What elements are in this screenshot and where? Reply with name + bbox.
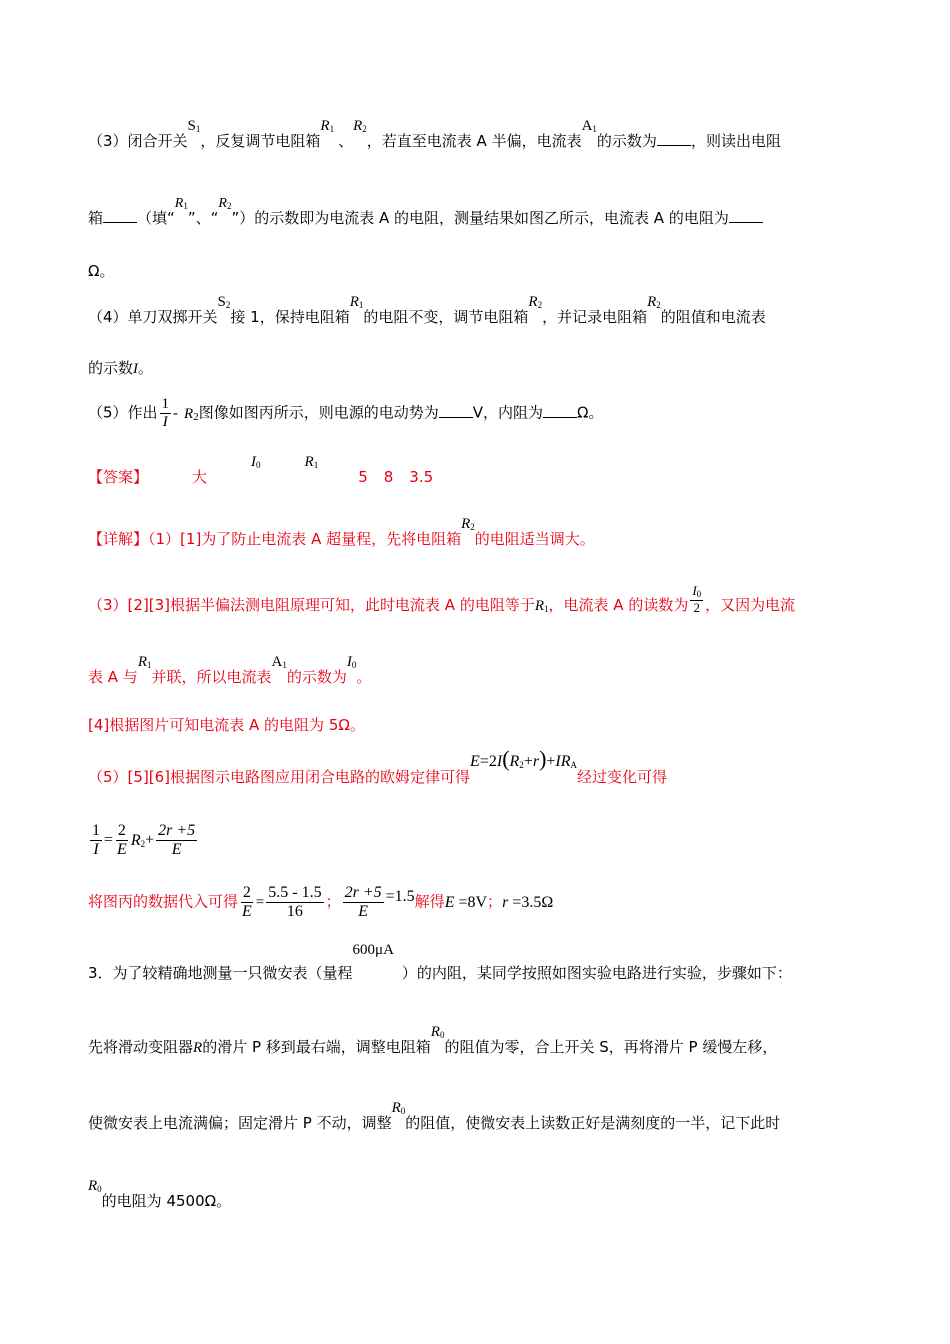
ammeter-a1: $A_1$ (271, 654, 287, 670)
answer-blank (439, 405, 473, 418)
detail-line2: （3）[2][3]根据半偏法测电阻原理可知，此时电流表 A 的电阻等于$R_1$，电流表 A 的读数为 $\frac{I_0}{2}$ ，又因为电流 (88, 583, 796, 615)
answer-blank (103, 210, 137, 223)
detail-line6: 将图丙的数据代入可得 $\frac{2}{E}$ = $\frac{5.5 - 1.5}{16}$ ； $\frac{2r +5}{E}$ =1.5解得E =8V；r =3.5Ω (88, 884, 554, 920)
switch-s1: $S_1$ (187, 118, 201, 134)
switch-s2: $S_2$ (217, 294, 231, 310)
resistor-r2: $R_2$ (353, 118, 367, 134)
answer-2: $I_0$ (251, 454, 261, 470)
fraction-2r5-over-e: $\frac{2r +5}{E}$ (158, 822, 196, 858)
detail-label: 【详解】 (88, 530, 149, 548)
resistor-r1: $R_1$ (349, 294, 364, 310)
resistor-r2: $R_2$ (528, 294, 543, 310)
detail-line5: （5）[5][6]根据图示电路图应用闭合电路的欧姆定律可得$E=2I(R_2+r)+IR_A$经过变化可得 (88, 746, 668, 786)
fraction-intercept: $\frac{2r +5}{E}$ (344, 884, 382, 920)
answer-blank (543, 405, 577, 418)
resistor-r1: $R_1$ (534, 598, 549, 615)
fraction-2-over-e: $\frac{2}{E}$ (117, 822, 127, 858)
resistor-r2: $R_2$ (461, 516, 475, 532)
answer-3: $R_1$ (304, 454, 319, 470)
step3-line1: （3）闭合开关$S_1$，反复调节电阻箱$R_1$、$R_2$，若直至电流表 A 半偏，电流表$A_1$的示数为 ，则读出电阻 (88, 118, 781, 150)
q3-line3: 使微安表上电流满偏；固定滑片 P 不动，调整$R_0$的阻值，使微安表上读数正好是满刻度的一半，记下此时 (88, 1100, 781, 1132)
detail-line1: 【详解】（1）[1]为了防止电流表 A 超量程，先将电阻箱$R_2$的电阻适当调大。 (88, 516, 595, 548)
resistor-r1: $R_1$ (174, 196, 188, 211)
q3-line1: 3．为了较精确地测量一只微安表（量程600μA）的内阻，某同学按照如图实验电路进行实验，步骤如下： (88, 942, 792, 982)
answer-line (88, 454, 434, 487)
step4-line2: 的示数I。 (88, 359, 154, 377)
answer-1: 大 (192, 468, 208, 486)
resistor-r2: R2 (184, 405, 199, 423)
fraction-slope: $\frac{2}{E}$ (242, 884, 252, 920)
q3-line4: $R_0$的电阻为 4500Ω。 (88, 1178, 232, 1210)
step3-line2: 箱 （填“$R_1$”、“$R_2$”）的示数即为电流表 A 的电阻，测量结果如图乙所示，电流表 A 的电阻为 (88, 207, 763, 228)
resistor-r1: $R_1$ (320, 118, 335, 134)
fraction-1-over-i: $\frac{1}{I}$ (161, 396, 170, 430)
answer-label: 【答案】 (88, 468, 149, 486)
detail-line3: 表 A 与$R_1$并联，所以电流表$A_1$的示数为$I_0$。 (88, 654, 372, 686)
current-i0: $I_0$ (346, 654, 357, 670)
step4-line1: （4）单刀双掷开关$S_2$接 1，保持电阻箱$R_1$的电阻不变，调节电阻箱$R_2$，并记录电阻箱$R_2$的阻值和电流表 (88, 294, 766, 326)
ammeter-a1: $A_1$ (581, 118, 597, 134)
equation-transformed: $\frac{1}{I}$ = $\frac{2}{E}$ $R_2+$ $\frac{2r +5}{E}$ (92, 822, 196, 858)
result-e: E =8V (444, 893, 488, 911)
current-i: I (133, 361, 139, 377)
fraction-1-over-i: $\frac{1}{I}$ (92, 822, 100, 858)
answer-5: 8 (383, 468, 394, 486)
resistor-r2: $R_2$ (218, 196, 232, 211)
range-value: 600μA (352, 942, 394, 958)
equation-ohm-law: $E=2I(R_2+r)+IR_A$ (470, 746, 578, 771)
answer-blank (729, 210, 763, 223)
answer-6: 3.5 (409, 468, 434, 486)
resistor-r0: $R_0$ (391, 1100, 406, 1116)
result-r: r =3.5Ω (502, 893, 554, 911)
step3-line3: Ω。 (88, 262, 115, 280)
resistor-r0: $R_0$ (88, 1178, 102, 1194)
q3-line2: 先将滑动变阻器R的滑片 P 移到最右端，调整电阻箱$R_0$的阻值为零，合上开关 S，再将滑片 P 缓慢左移， (88, 1024, 778, 1056)
step5-line: （5）作出 $\frac{1}{I}$ - R2图像如图丙所示，则电源的电动势为 V，内阻为 Ω。 (88, 396, 604, 430)
answer-4: 5 (358, 468, 368, 486)
answer-blank (657, 133, 691, 146)
resistor-r1: $R_1$ (137, 654, 152, 670)
fraction-slope-value: $\frac{5.5 - 1.5}{16}$ (268, 884, 322, 920)
detail-line4: [4]根据图片可知电流表 A 的电阻为 5Ω。 (88, 716, 365, 734)
resistor-r2: $R_2$ (647, 294, 661, 310)
resistor-r0: $R_0$ (430, 1024, 445, 1040)
fraction-i0-half: $\frac{I_0}{2}$ (692, 583, 702, 615)
